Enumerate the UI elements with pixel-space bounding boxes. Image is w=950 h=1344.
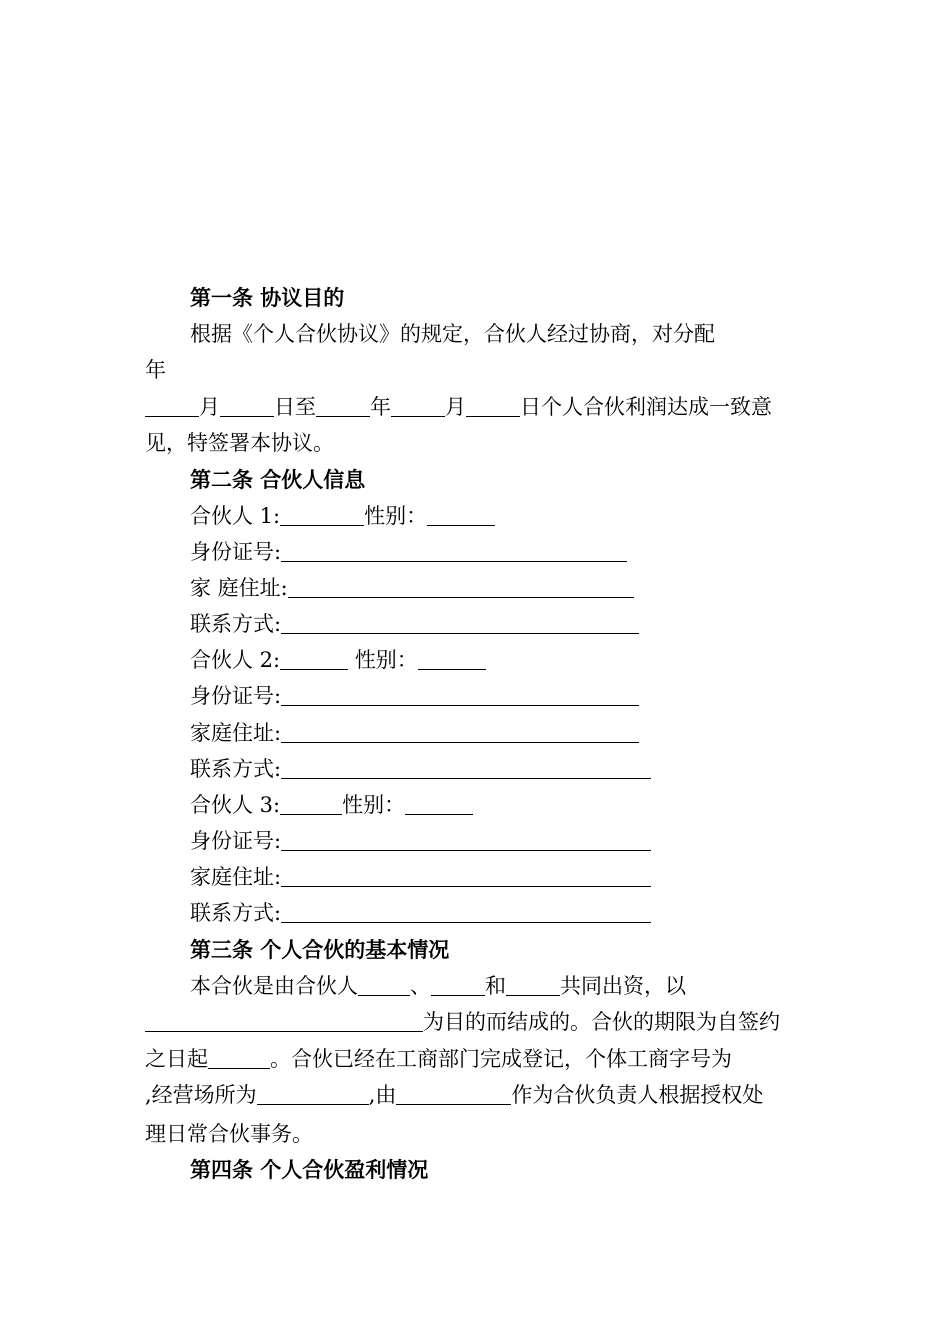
- partner3-address-row: 家庭住址:: [190, 859, 810, 895]
- partner-a-field[interactable]: [358, 973, 410, 996]
- partner1-id-field[interactable]: [281, 539, 627, 562]
- partner3-id-row: 身份证号:: [190, 823, 810, 859]
- partner-b-field[interactable]: [431, 973, 485, 996]
- partner2-id-row: 身份证号:: [190, 678, 810, 714]
- partner3-name-field[interactable]: [280, 792, 342, 815]
- partner2-address-row: 家庭住址:: [190, 715, 810, 751]
- partner1-contact-field[interactable]: [281, 611, 639, 634]
- term-field[interactable]: [208, 1046, 270, 1069]
- partner3-contact-field[interactable]: [281, 900, 651, 923]
- article3-line4: ,经营场所为 ,由 作为合伙负责人根据授权处: [145, 1083, 764, 1107]
- partner1-row: 合伙人 1: 性别：: [190, 498, 810, 534]
- partner3-id-field[interactable]: [281, 828, 651, 851]
- year-blank[interactable]: [145, 394, 199, 417]
- article1-heading: 第一条 协议目的: [190, 285, 345, 310]
- partner2-name-field[interactable]: [280, 647, 348, 670]
- article4-heading: 第四条 个人合伙盈利情况: [190, 1157, 429, 1182]
- partner1-id-row: 身份证号:: [190, 534, 810, 570]
- article2-heading: 第二条 合伙人信息: [190, 467, 366, 492]
- partner1-address-row: 家 庭住址:: [190, 570, 810, 606]
- article3-line3: 之日起 。合伙已经在工商部门完成登记，个体工商字号为: [145, 1047, 732, 1071]
- partner2-row: 合伙人 2: 性别：: [190, 642, 810, 678]
- partner2-gender-field[interactable]: [418, 647, 486, 670]
- blank[interactable]: [316, 394, 370, 417]
- article1-paragraph-line1: 根据《个人合伙协议》的规定，合伙人经过协商，对分配: [190, 322, 715, 346]
- article3-heading: 第三条 个人合伙的基本情况: [190, 937, 450, 962]
- manager-field[interactable]: [396, 1082, 511, 1105]
- partner2-contact-field[interactable]: [281, 756, 651, 779]
- partner3-row: 合伙人 3: 性别：: [190, 787, 810, 823]
- partner2-contact-row: 联系方式:: [190, 751, 810, 787]
- partner3-gender-field[interactable]: [405, 792, 473, 815]
- article1-paragraph-line4: 见，特签署本协议。: [145, 431, 334, 455]
- purpose-field[interactable]: [145, 1009, 423, 1032]
- article3-line2: 为目的而结成的。合伙的期限为自签约: [145, 1004, 810, 1040]
- blank[interactable]: [220, 394, 274, 417]
- article3-line1: 本合伙是由合伙人 、 和 共同出资，以: [190, 974, 686, 998]
- partner-c-field[interactable]: [506, 973, 560, 996]
- premises-field[interactable]: [257, 1082, 369, 1105]
- article1-date-line: 月 日至 年 月 日个人合伙利润达成一致意: [145, 389, 810, 425]
- partner3-contact-row: 联系方式:: [190, 895, 810, 931]
- article1-paragraph-line2: 年: [145, 358, 166, 382]
- partner3-address-field[interactable]: [281, 864, 651, 887]
- partner2-id-field[interactable]: [281, 683, 639, 706]
- partner1-contact-row: 联系方式:: [190, 606, 810, 642]
- article3-line5: 理日常合伙事务。: [145, 1122, 313, 1146]
- partner2-address-field[interactable]: [281, 720, 639, 743]
- partner1-name-field[interactable]: [280, 503, 364, 526]
- partner1-gender-field[interactable]: [427, 503, 495, 526]
- blank[interactable]: [466, 394, 520, 417]
- partner1-address-field[interactable]: [288, 575, 634, 598]
- blank[interactable]: [391, 394, 445, 417]
